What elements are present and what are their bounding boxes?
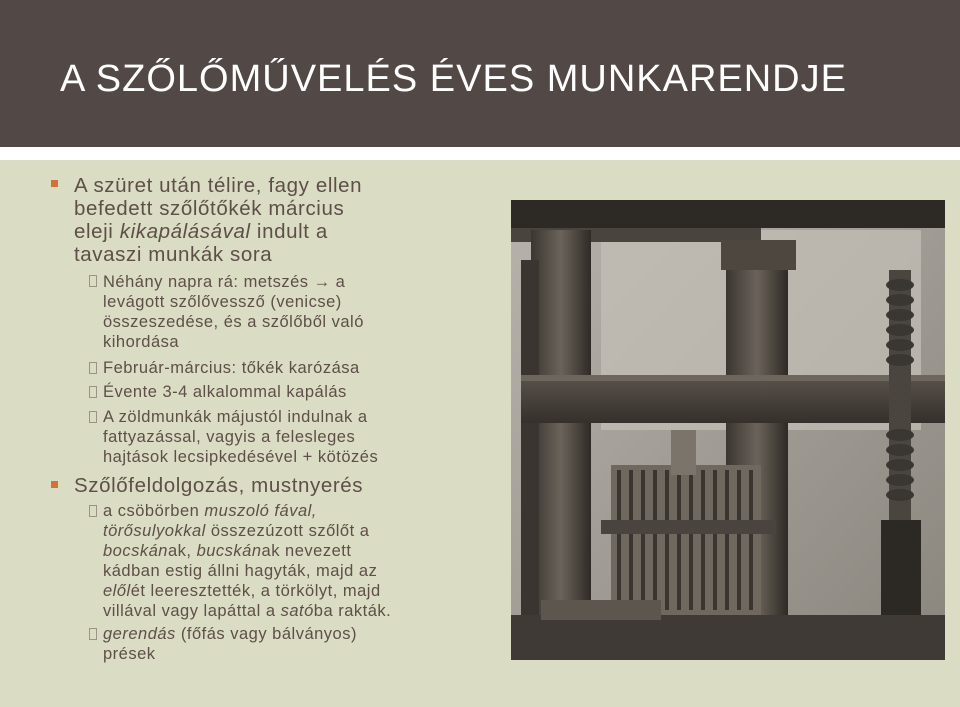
- text-line: kádban estig állni hagyták, majd az: [103, 562, 378, 580]
- sub-bullet-text-5: [103, 501, 391, 621]
- text-run: ba rakták.: [313, 602, 392, 620]
- italic-term: bocskán: [103, 542, 168, 560]
- text-line: befedett szőlőtőkék március: [74, 197, 345, 220]
- sub-bullet-text-4: [103, 407, 378, 467]
- text-line: Február-március: tőkék karózása: [103, 359, 360, 377]
- text-line: [103, 521, 391, 541]
- text-line: kihordása: [103, 333, 180, 351]
- text-line: hajtások lecsipkedésével + kötözés: [103, 448, 379, 466]
- sub-bullet-box-icon: [89, 362, 97, 374]
- text-line: [103, 541, 391, 561]
- sub-bullet-text-3: [103, 382, 347, 402]
- text-line: Néhány napra rá: metszés → a: [103, 273, 346, 291]
- italic-term: bucskán: [196, 542, 262, 560]
- text-line: tavaszi munkák sora: [74, 243, 273, 266]
- sub-bullet-text-1: [103, 272, 364, 352]
- text-line: prések: [103, 645, 156, 663]
- italic-term: kikapálásával: [119, 220, 251, 243]
- bullet-square-icon: [51, 481, 58, 488]
- text-run: leeresztették, a törkölyt, majd: [145, 582, 381, 600]
- text-run: eleji: [74, 220, 120, 243]
- text-line: [103, 601, 391, 621]
- text-run: összezúzott szőlőt a: [205, 522, 370, 540]
- text-run: indult a: [250, 220, 328, 243]
- slide-title: A SZŐLŐMŰVELÉS ÉVES MUNKARENDJE: [60, 58, 847, 100]
- italic-term: törősulyokkal: [103, 522, 206, 540]
- sub-bullet-text-6: [103, 624, 357, 664]
- sub-bullet-box-icon: [89, 411, 97, 423]
- bullet-text-2: [74, 474, 363, 497]
- italic-term: muszoló fával,: [204, 502, 317, 520]
- sub-bullet-text-2: [103, 358, 360, 378]
- text-run: a csöbörben: [103, 502, 205, 520]
- wine-press-illustration: [511, 200, 945, 660]
- text-run: ak nevezett: [261, 542, 352, 560]
- text-run: villával vagy lapáttal a: [103, 602, 281, 620]
- sub-bullet-box-icon: [89, 505, 97, 517]
- text-run: ét: [130, 582, 146, 600]
- italic-term: gerendás: [103, 625, 176, 643]
- text-line: A szüret után télire, fagy ellen: [74, 174, 363, 197]
- text-line: A zöldmunkák májustól indulnak a: [103, 408, 368, 426]
- text-line: fattyazással, vagyis a felesleges: [103, 428, 356, 446]
- text-run: (főfás vagy bálványos): [175, 625, 357, 643]
- text-line: levágott szőlővessző (venicse): [103, 293, 342, 311]
- italic-term: sató: [280, 602, 314, 620]
- text-line: [103, 581, 391, 601]
- sub-bullet-box-icon: [89, 275, 97, 287]
- text-line: Évente 3-4 alkalommal kapálás: [103, 383, 347, 401]
- text-line: Szőlőfeldolgozás, mustnyerés: [74, 474, 364, 497]
- sub-bullet-box-icon: [89, 386, 97, 398]
- text-line: [74, 220, 362, 243]
- sub-bullet-box-icon: [89, 628, 97, 640]
- text-line: [103, 624, 357, 644]
- text-line: összeszedése, és a szőlőből való: [103, 313, 364, 331]
- text-line: [103, 501, 391, 521]
- bullet-square-icon: [51, 180, 58, 187]
- text-run: ak,: [167, 542, 197, 560]
- title-bar: [0, 0, 960, 147]
- bullet-text-1: [74, 174, 362, 266]
- italic-term: elől: [103, 582, 131, 600]
- wine-press-photo: [511, 200, 945, 660]
